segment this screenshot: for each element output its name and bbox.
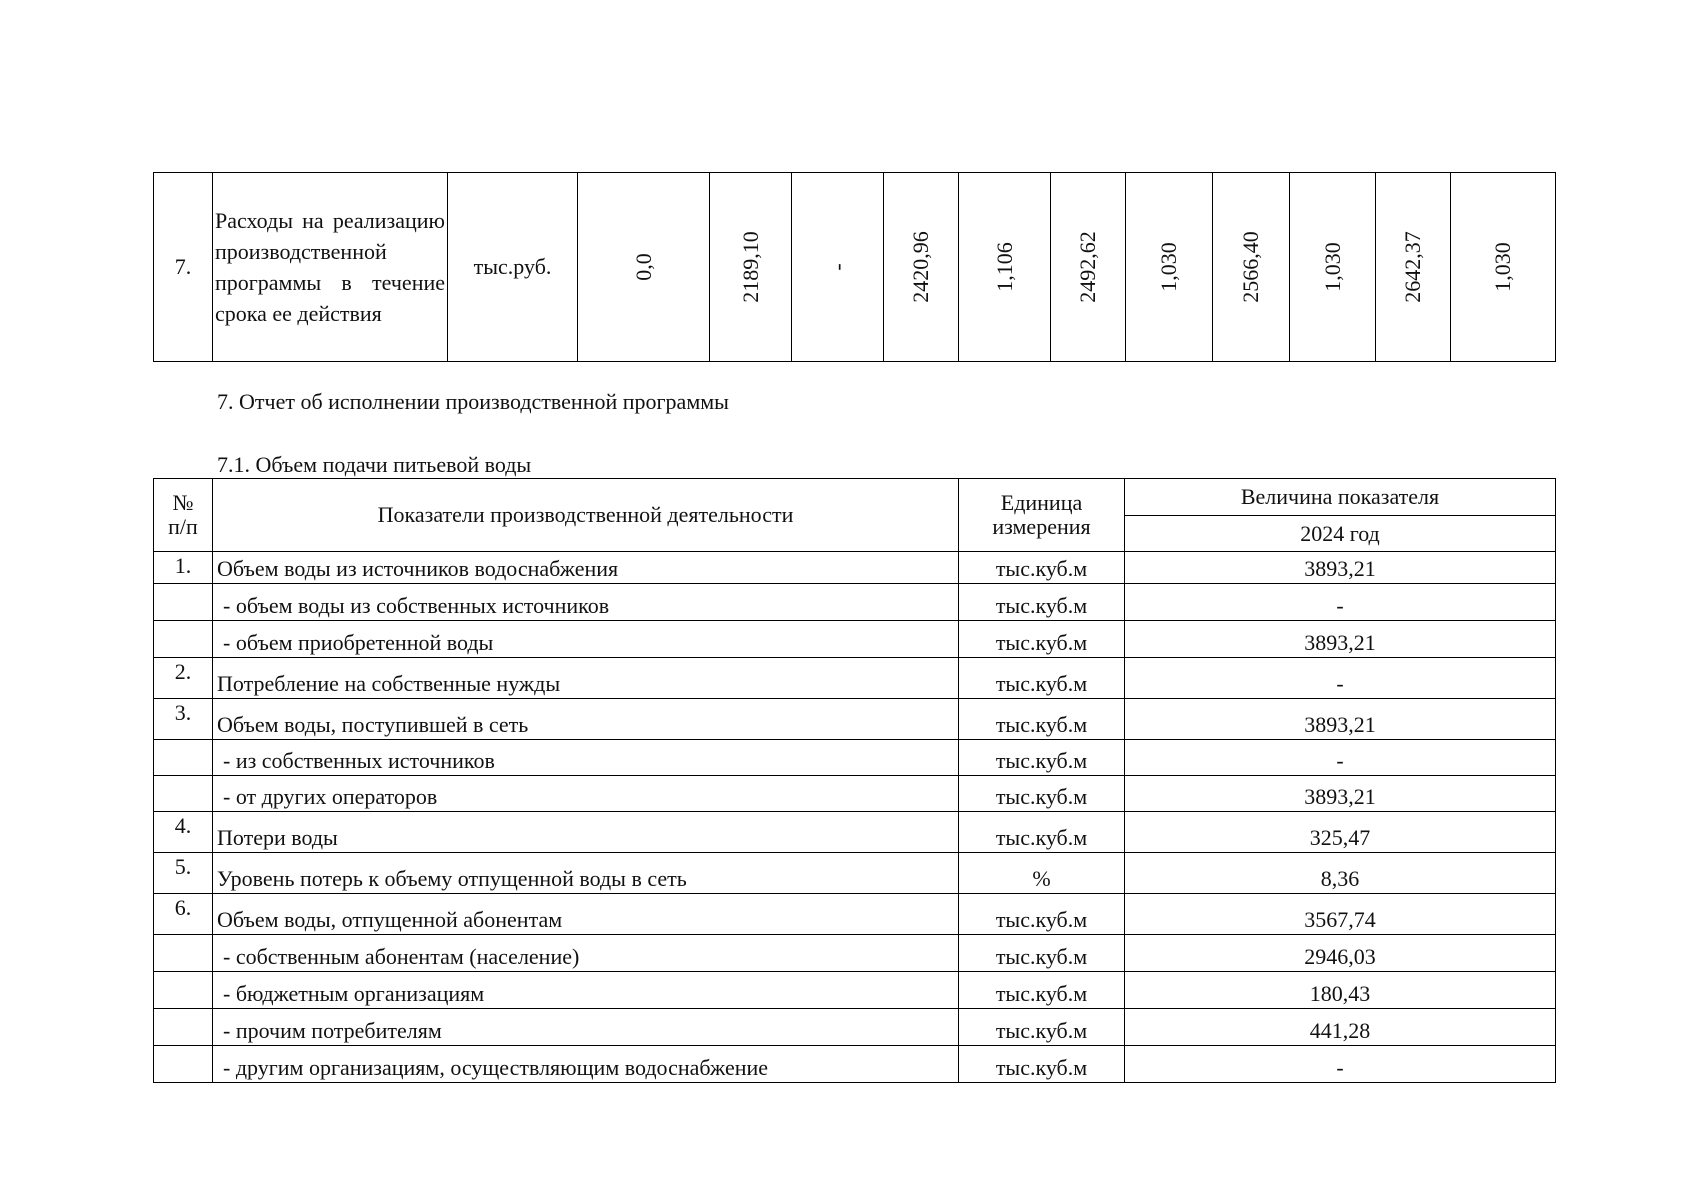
expenses-table [153,172,1556,362]
value-text: 1,030 [1156,242,1181,292]
table-row [154,699,1556,740]
row-indicator: Объем воды из источников водоснабжения [213,552,959,584]
row-description-cell [213,173,448,362]
value-cell [1051,173,1126,362]
row-indicator: - прочим потребителям [213,1009,959,1046]
row-indicator: - объем воды из собственных источников [213,584,959,621]
row-unit: тыс.куб.м [959,658,1125,699]
row-number: 7. [154,173,213,362]
header-indicator: Показатели производственной деятельности [213,479,959,552]
header-unit [959,479,1125,552]
row-unit: тыс.куб.м [959,776,1125,812]
row-indicator: Потери воды [213,812,959,853]
row-value: 3893,21 [1125,699,1556,740]
row-indicator: - собственным абонентам (население) [213,935,959,972]
table-row [154,584,1556,621]
row-number [154,584,213,621]
value-cell [710,173,792,362]
value-cell [1376,173,1451,362]
row-unit: тыс.куб.м [959,1009,1125,1046]
header-year: 2024 год [1125,516,1556,552]
row-number: 6. [154,894,213,935]
row-number: 1. [154,552,213,584]
table-row [154,935,1556,972]
row-unit: тыс.куб.м [959,812,1125,853]
row-number [154,776,213,812]
value-cell [1213,173,1290,362]
row-number [154,740,213,776]
value-text: 1,030 [1319,242,1345,292]
header-unit-line2: измерения [992,514,1091,539]
row-value: - [1125,1046,1556,1083]
row-indicator: - бюджетным организациям [213,972,959,1009]
value-cell [959,173,1051,362]
header-unit-line1: Единица [1000,490,1083,515]
row-value: 2946,03 [1125,935,1556,972]
row-number [154,972,213,1009]
row-value: 3893,21 [1125,776,1556,812]
water-supply-table [153,478,1556,1083]
table-body [154,552,1556,1083]
row-unit: тыс.куб.м [959,552,1125,584]
table-row [154,776,1556,812]
table-row [154,1046,1556,1083]
header-number-line1: № [172,490,194,515]
table-row [154,1009,1556,1046]
value-text: 0,0 [630,253,656,281]
value-cell [884,173,959,362]
row-unit: тыс.куб.м [959,584,1125,621]
row-number: 3. [154,699,213,740]
row-number: 4. [154,812,213,853]
value-text: - [824,263,850,271]
row-unit: тыс.куб.м [959,935,1125,972]
table-row [154,740,1556,776]
header-number [154,479,213,552]
row-value: - [1125,584,1556,621]
row-indicator: Объем воды, поступившей в сеть [213,699,959,740]
row-unit: тыс.куб.м [959,972,1125,1009]
row-unit: тыс.куб.м [959,699,1125,740]
value-text: 2492,62 [1075,231,1100,303]
row-indicator: Объем воды, отпущенной абонентам [213,894,959,935]
row-unit: % [959,853,1125,894]
value-text: 2420,96 [908,231,933,303]
value-cell [1451,173,1556,362]
row-value: 441,28 [1125,1009,1556,1046]
row-unit: тыс.куб.м [959,1046,1125,1083]
row-value: 3893,21 [1125,552,1556,584]
row-value: 8,36 [1125,853,1556,894]
table-row [154,658,1556,699]
value-cell [1126,173,1213,362]
table-row [154,812,1556,853]
header-value-group: Величина показателя [1125,479,1556,516]
value-text: 2642,37 [1400,231,1425,303]
row-value: 3893,21 [1125,621,1556,658]
row-indicator: - другим организациям, осуществляющим водоснабжение [213,1046,959,1083]
section-title: 7. Отчет об исполнении производственной программы [217,389,729,414]
table-row [154,972,1556,1009]
value-text: 1,030 [1490,242,1515,292]
row-indicator: - объем приобретенной воды [213,621,959,658]
row-number [154,1046,213,1083]
row-number: 2. [154,658,213,699]
row-unit: тыс.куб.м [959,621,1125,658]
row-description: Расходы на реализацию производственной программы в течение срока ее действия [215,208,445,326]
value-cell [792,173,884,362]
row-indicator: Потребление на собственные нужды [213,658,959,699]
row-value: - [1125,740,1556,776]
row-number: 5. [154,853,213,894]
value-text: 1,106 [991,242,1017,292]
row-value: 180,43 [1125,972,1556,1009]
row-indicator: - от других операторов [213,776,959,812]
header-row [154,479,1556,516]
table-row [154,894,1556,935]
expenses-row [154,173,1556,362]
row-value: 325,47 [1125,812,1556,853]
table-row [154,552,1556,584]
table-row [154,621,1556,658]
row-number [154,621,213,658]
subsection-title: 7.1. Объем подачи питьевой воды [217,452,532,477]
row-value: 3567,74 [1125,894,1556,935]
row-number [154,1009,213,1046]
value-text: 2189,10 [737,231,763,303]
value-text: 2566,40 [1238,231,1263,303]
row-number [154,935,213,972]
row-indicator: Уровень потерь к объему отпущенной воды в сеть [213,853,959,894]
value-cell [578,173,710,362]
row-unit: тыс.куб.м [959,740,1125,776]
row-indicator: - из собственных источников [213,740,959,776]
header-number-line2: п/п [168,514,198,539]
table-row [154,853,1556,894]
row-value: - [1125,658,1556,699]
row-unit: тыс.руб. [448,173,578,362]
row-unit: тыс.куб.м [959,894,1125,935]
value-cell [1290,173,1376,362]
